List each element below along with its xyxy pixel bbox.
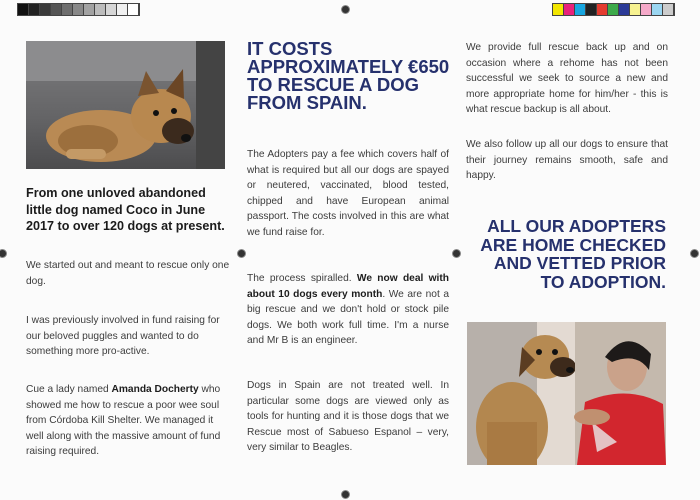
cmyk-color-bar <box>552 3 675 16</box>
dog-photo <box>26 41 225 169</box>
right-paragraph-1: We provide full rescue back up and on occasion where a rehome has not been successful we seek to source a new and more appropriate home for him/her - this is what rescue backup is all about. <box>466 42 668 115</box>
left-paragraph-1: We started out and meant to rescue only one dog. <box>26 260 230 287</box>
registration-mark-top <box>341 5 350 14</box>
grayscale-color-bar <box>17 3 140 16</box>
registration-mark-bottom <box>341 490 350 499</box>
registration-mark-right <box>690 249 699 258</box>
left-paragraph-3: Cue a lady named Amanda Docherty who showed me how to rescue a poor wee soul from Córdoba Kill Shelter. We managed it well along with the massive amount of fund raising required. <box>26 384 221 457</box>
adopters-heading: ALL OUR ADOPTERS ARE HOME CHECKED AND VETTED PRIOR TO ADOPTION. <box>480 216 666 292</box>
registration-mark-left <box>0 249 7 258</box>
right-paragraph-2: We also follow up all our dogs to ensure that their journey remains smooth, safe and happy. <box>466 139 668 181</box>
middle-paragraph-3: Dogs in Spain are not treated well. In particular some dogs are viewed only as tools for hunting and it is those dogs that we Rescue most of Sabueso Espanol – very, very similar to Beagles. <box>247 380 449 453</box>
cost-heading: IT COSTS APPROXIMATELY €650 TO RESCUE A DOG FROM SPAIN. <box>247 38 450 113</box>
middle-paragraph-1: The Adopters pay a fee which covers half of what is required but all our dogs are spayed or neutered, vaccinated, blood tested, chipped and have European animal passport. The costs involved in this are what we fund raise for. <box>247 149 449 238</box>
middle-paragraph-2: The process spiralled. We now deal with about 10 dogs every month. We are not a big rescue and we don't hold or stock pile dogs. We both work full time. I'm a nurse and Mr B is an engineer. <box>247 273 449 346</box>
registration-mark-mid-right <box>452 249 461 258</box>
amanda-docherty-name: Amanda Docherty <box>111 384 199 395</box>
left-paragraph-2: I was previously involved in fund raising for our beloved puggles and wanted to do something more pro-active. <box>26 315 220 357</box>
monthly-dogs-highlight: We now deal with about 10 dogs every month <box>247 273 449 300</box>
intro-caption: From one unloved abandoned little dog named Coco in June 2017 to over 120 dogs at present. <box>26 186 225 233</box>
registration-mark-mid-left <box>237 249 246 258</box>
dog-with-person-photo <box>467 322 666 465</box>
